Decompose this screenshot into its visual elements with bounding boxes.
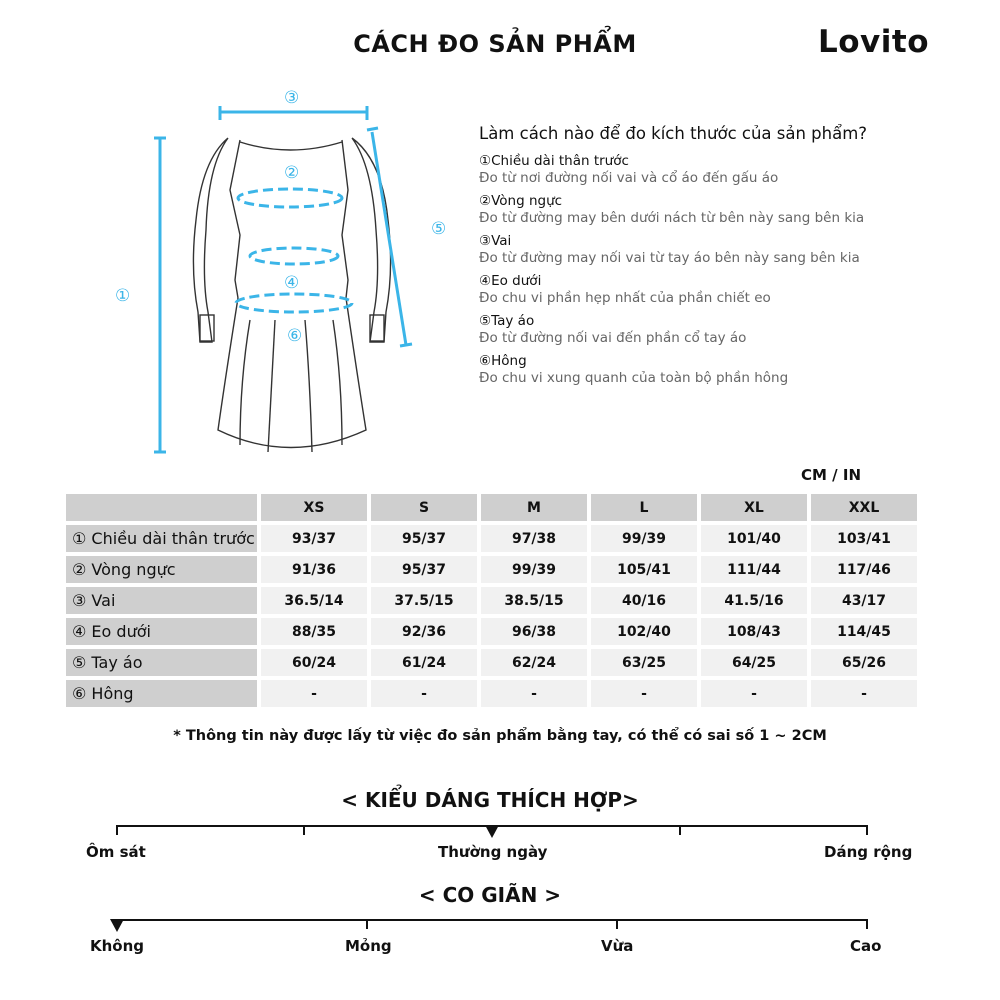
guide-item-label: ③Vai [479,233,512,249]
table-header-row [66,494,917,521]
guide-question: Làm cách nào để đo kích thước của sản phẩm? [479,124,868,143]
table-cell: - [481,680,587,707]
guide-item [479,353,949,387]
guide-item-label: ⑥Hông [479,353,527,369]
table-cell: 40/16 [591,587,697,614]
table-cell: - [811,680,917,707]
marker-hip: ⑥ [287,326,303,346]
table-cell: 103/41 [811,525,917,552]
table-cell: - [591,680,697,707]
table-cell: 41.5/16 [701,587,807,614]
table-cell: 101/40 [701,525,807,552]
guide-item-desc: Đo chu vi xung quanh của toàn bộ phần hông [479,370,789,386]
table-cell: 92/36 [371,618,477,645]
table-cell: 64/25 [701,649,807,676]
table-cell: 99/39 [481,556,587,583]
measurement-lines [154,106,412,452]
guide-item-desc: Đo từ đường may bên dưới nách từ bên này sang bên kia [479,210,865,226]
guide-item [479,233,949,267]
table-cell: 93/37 [261,525,367,552]
fit-tick [303,825,305,835]
row-label: ⑥ Hông [66,680,257,707]
table-cell: 102/40 [591,618,697,645]
stretch-label-none: Không [90,937,145,955]
dress-illustration [90,80,450,460]
guide-item [479,153,949,187]
table-cell: 60/24 [261,649,367,676]
size-header: XXL [811,494,917,521]
table-cell: - [261,680,367,707]
table-cell: 97/38 [481,525,587,552]
marker-chest: ② [284,163,300,183]
size-table [62,490,921,711]
stretch-tick [866,919,868,929]
fit-tick [679,825,681,835]
guide-item [479,193,949,227]
table-cell: 61/24 [371,649,477,676]
row-label: ① Chiều dài thân trước [66,525,257,552]
marker-waist: ④ [284,273,300,293]
fit-label-loose: Dáng rộng [824,843,913,861]
table-cell: 37.5/15 [371,587,477,614]
page-title: CÁCH ĐO SẢN PHẨM [353,30,637,58]
guide-item-desc: Đo chu vi phần hẹp nhất của phần chiết eo [479,290,771,306]
stretch-label-thin: Mỏng [345,937,392,955]
table-cell: 88/35 [261,618,367,645]
unit-label: CM / IN [801,466,861,484]
brand-logo: Lovito [818,24,930,60]
measure-guide [479,124,949,393]
table-row [66,680,917,707]
marker-length: ① [115,286,131,306]
size-header: M [481,494,587,521]
stretch-selected-marker [110,919,124,932]
fit-tick [116,825,118,835]
stretch-tick [616,919,618,929]
measurement-note: * Thông tin này được lấy từ việc đo sản phẩm bằng tay, có thể có sai số 1 ~ 2CM [173,728,827,744]
table-row [66,649,917,676]
guide-item-label: ①Chiều dài thân trước [479,153,629,169]
table-cell: - [371,680,477,707]
guide-item-label: ②Vòng ngực [479,193,563,209]
size-header: S [371,494,477,521]
size-header: XS [261,494,367,521]
table-cell: 62/24 [481,649,587,676]
table-cell: - [701,680,807,707]
table-cell: 63/25 [591,649,697,676]
fit-tick [866,825,868,835]
guide-item [479,313,949,347]
table-cell: 99/39 [591,525,697,552]
table-row [66,587,917,614]
guide-item-desc: Đo từ đường nối vai đến phần cổ tay áo [479,330,747,346]
table-cell: 96/38 [481,618,587,645]
row-label: ④ Eo dưới [66,618,257,645]
table-row [66,525,917,552]
table-cell: 36.5/14 [261,587,367,614]
size-header: XL [701,494,807,521]
marker-sleeve: ⑤ [431,219,447,239]
row-label: ③ Vai [66,587,257,614]
guide-item-desc: Đo từ đường may nối vai từ tay áo bên này sang bên kia [479,250,860,266]
fit-label-regular: Thường ngày [438,843,548,861]
table-row [66,556,917,583]
table-corner [66,494,257,521]
guide-item-desc: Đo từ nơi đường nối vai và cổ áo đến gấu áo [479,170,779,186]
table-cell: 95/37 [371,525,477,552]
table-cell: 65/26 [811,649,917,676]
fit-selected-marker [485,825,499,838]
table-cell: 111/44 [701,556,807,583]
table-cell: 105/41 [591,556,697,583]
table-cell: 114/45 [811,618,917,645]
size-header: L [591,494,697,521]
guide-item [479,273,949,307]
guide-item-label: ④Eo dưới [479,273,542,289]
stretch-tick [366,919,368,929]
stretch-title: < CO GIÃN > [418,883,562,907]
measurement-markers [115,88,446,346]
stretch-label-high: Cao [850,937,882,955]
table-row [66,618,917,645]
guide-item-label: ⑤Tay áo [479,313,535,329]
dress-outline [193,138,390,452]
row-label: ② Vòng ngực [66,556,257,583]
row-label: ⑤ Tay áo [66,649,257,676]
table-cell: 108/43 [701,618,807,645]
stretch-label-medium: Vừa [601,937,634,955]
table-cell: 43/17 [811,587,917,614]
table-cell: 117/46 [811,556,917,583]
fit-label-tight: Ôm sát [86,843,146,861]
stretch-scale-line [116,919,867,921]
table-cell: 38.5/15 [481,587,587,614]
marker-shoulder: ③ [284,88,300,108]
table-cell: 95/37 [371,556,477,583]
table-cell: 91/36 [261,556,367,583]
fit-title: < KIỂU DÁNG THÍCH HỢP> [341,788,639,812]
